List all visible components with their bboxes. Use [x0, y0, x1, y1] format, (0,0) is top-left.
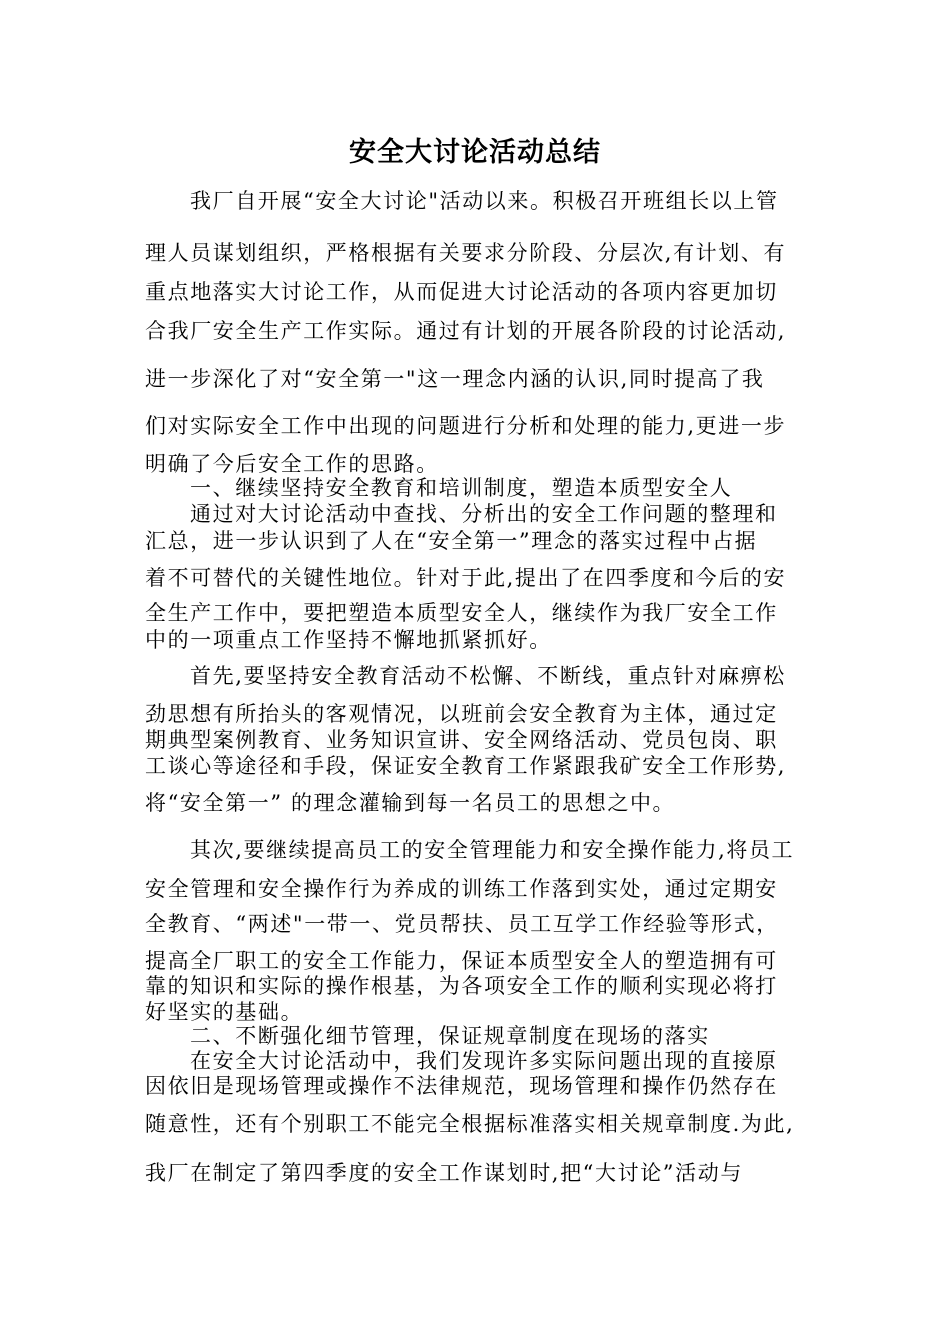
section-heading: 一、继续坚持安全教育和培训制度，塑造本质型安全人 — [190, 476, 733, 500]
body-line: 靠的知识和实际的操作根基，为各项安全工作的顺利实现必将打 — [145, 974, 778, 998]
body-line: 们对实际安全工作中出现的问题进行分析和处理的能力,更进一步 — [145, 414, 787, 438]
body-line: 重点地落实大讨论工作，从而促进大讨论活动的各项内容更加切 — [145, 280, 778, 304]
body-line: 期典型案例教育、业务知识宣讲、安全网络活动、党员包岗、职 — [145, 728, 778, 752]
body-line: 因依旧是现场管理或操作不法律规范，现场管理和操作仍然存在 — [145, 1074, 778, 1098]
body-line: 在安全大讨论活动中，我们发现许多实际问题出现的直接原 — [190, 1049, 778, 1073]
body-line: 其次,要继续提高员工的安全管理能力和安全操作能力,将员工 — [190, 838, 795, 862]
body-line: 我厂在制定了第四季度的安全工作谋划时,把“大讨论”活动与 — [145, 1161, 743, 1185]
body-line: 工谈心等途径和手段，保证安全教育工作紧跟我矿安全工作形势, — [145, 754, 787, 778]
body-line: 全生产工作中，要把塑造本质型安全人，继续作为我厂安全工作 — [145, 601, 778, 625]
body-line: 着不可替代的关键性地位。针对于此,提出了在四季度和今后的安 — [145, 566, 787, 590]
body-line: 全教育、“两述"一带一、党员帮扶、员工互学工作经验等形式， — [145, 912, 779, 936]
body-line: 理人员谋划组织，严格根据有关要求分阶段、分层次,有计划、有 — [145, 241, 787, 265]
body-line: 首先,要坚持安全教育活动不松懈、不断线，重点针对麻痹松 — [190, 664, 786, 688]
body-line: 将“安全第一” 的理念灌输到每一名员工的思想之中。 — [145, 791, 676, 815]
body-line: 提高全厂职工的安全工作能力，保证本质型安全人的塑造拥有可 — [145, 949, 778, 973]
body-line: 随意性，还有个别职工不能完全根据标准落实相关规章制度.为此, — [145, 1112, 795, 1136]
body-line: 明确了今后安全工作的思路。 — [145, 452, 439, 476]
body-line: 劲思想有所抬头的客观情况，以班前会安全教育为主体，通过定 — [145, 702, 778, 726]
document-title: 安全大讨论活动总结 — [349, 137, 601, 168]
body-line: 我厂自开展“安全大讨论"活动以来。积极召开班组长以上管 — [190, 189, 779, 213]
body-line: 进一步深化了对“安全第一"这一理念内涵的认识,同时提高了我 — [145, 367, 765, 391]
body-line: 中的一项重点工作坚持不懈地抓紧抓好。 — [145, 628, 552, 652]
body-line: 通过对大讨论活动中查找、分析出的安全工作问题的整理和 — [190, 502, 778, 526]
body-line: 好坚实的基础。 — [145, 1000, 304, 1024]
body-line: 安全管理和安全操作行为养成的训练工作落到实处，通过定期安 — [145, 877, 778, 901]
body-line: 合我厂安全生产工作实际。通过有计划的开展各阶段的讨论活动, — [145, 319, 787, 343]
section-heading: 二、不断强化细节管理，保证规章制度在现场的落实 — [190, 1024, 710, 1048]
body-line: 汇总，进一步认识到了人在“安全第一”理念的落实过程中占据 — [145, 529, 758, 553]
